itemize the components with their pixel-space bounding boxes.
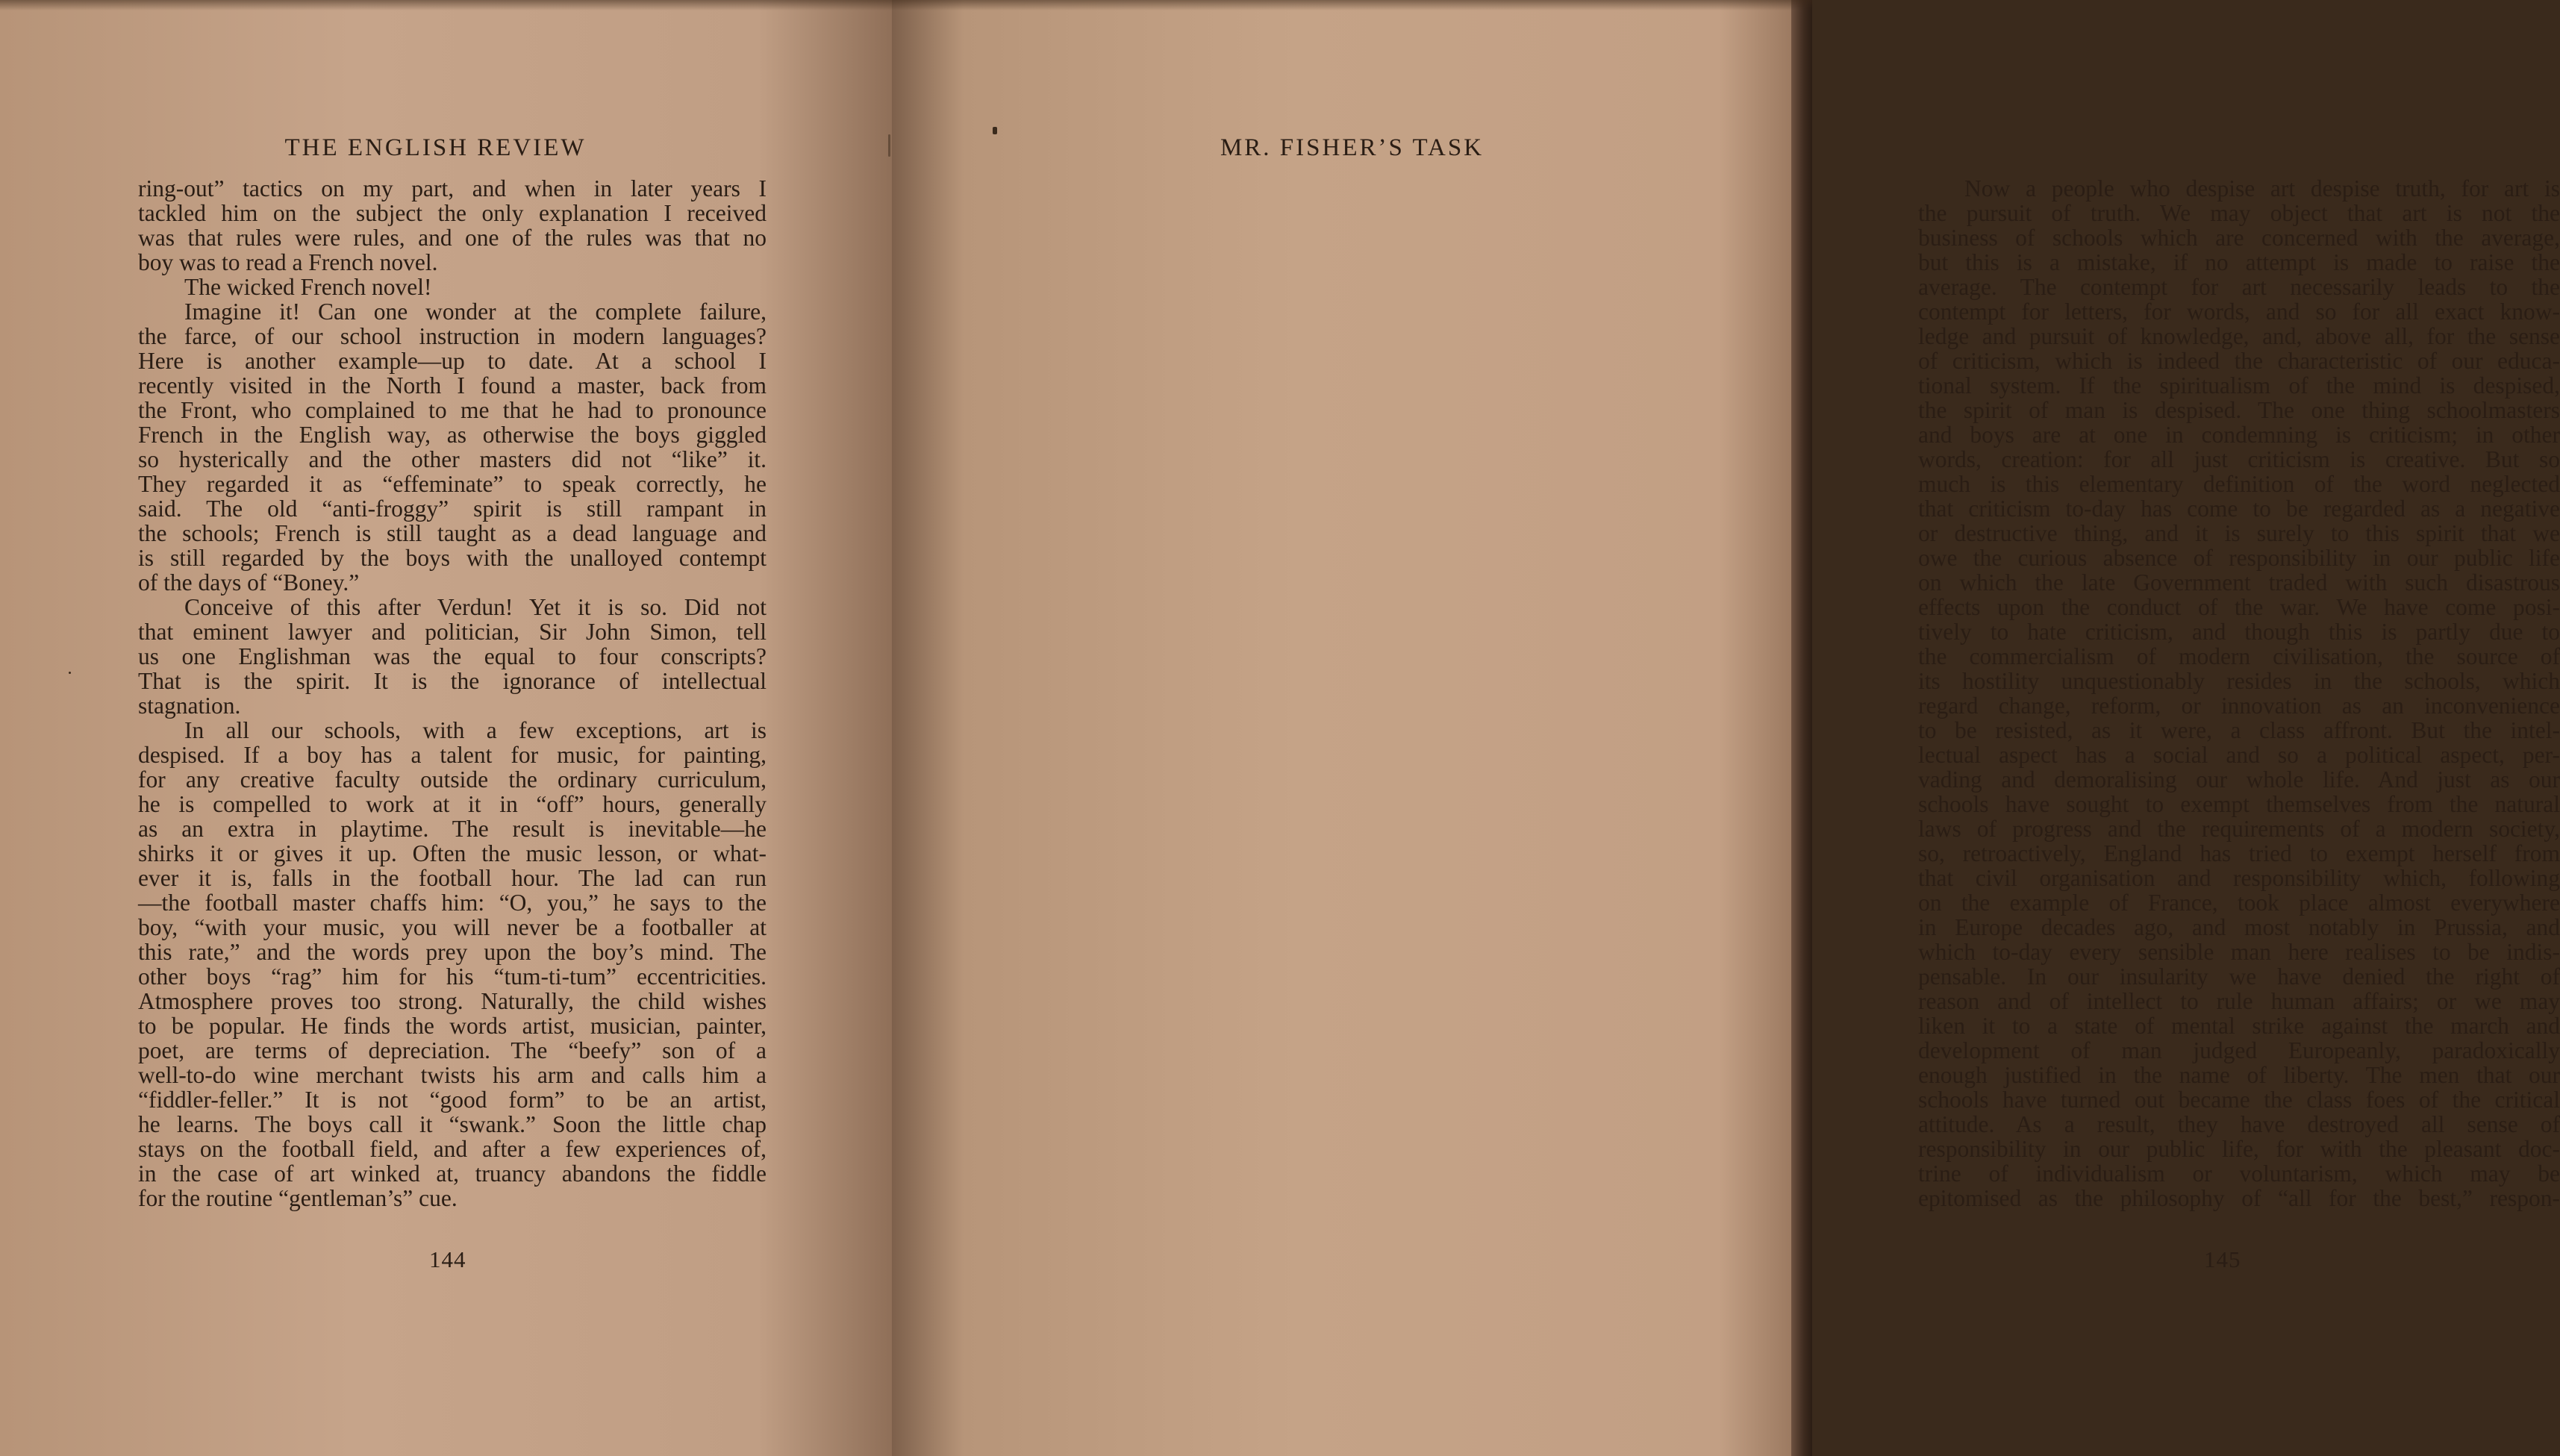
text-line: is still regarded by the boys with the unalloyed contempt [138,545,767,571]
text-line: vading and demoralising our whole life. And just as our [1918,766,2560,793]
text-line: so hysterically and the other masters did not “like” it. [138,446,767,472]
text-line: said. The old “anti-froggy” spirit is still rampant in [138,496,767,522]
text-line: that criticism to-day has come to be regarded as a negative [1918,496,2560,522]
top-edge-shadow [0,0,1812,10]
text-line: the pursuit of truth. We may object that art is not the [1918,200,2560,226]
text-line: well-to-do wine merchant twists his arm and calls him a [138,1062,767,1088]
text-line: or destructive thing, and it is surely to this spirit that we [1918,520,2560,546]
text-line: recently visited in the North I found a master, back from [138,372,767,399]
page-number-left: 144 [429,1246,466,1272]
text-line: In all our schools, with a few exceptions, art is [184,717,767,743]
text-line: so, retroactively, England has tried to exempt herself from [1918,840,2560,866]
text-line: enough justified in the name of liberty. The men that our [1918,1062,2560,1088]
text-line: words, creation: for all just criticism is creative. But so [1918,446,2560,472]
text-line: ring-out” tactics on my part, and when in later years I [138,175,767,201]
text-line: the farce, of our school instruction in modern languages? [138,323,767,349]
text-line: The wicked French novel! [184,274,432,300]
text-line: tackled him on the subject the only explanation I received [138,200,767,226]
page-edge-shadow [1791,0,1812,1456]
left-page [0,0,892,1456]
text-line: shirks it or gives it up. Often the music lesson, or what- [138,840,767,866]
text-line: and boys are at one in condemning is criticism; in other [1918,422,2560,448]
text-line: tively to hate criticism, and though this is partly due to [1918,619,2560,645]
text-line: for any creative faculty outside the ordinary curriculum, [138,766,767,793]
text-line: the spirit of man is despised. The one thing schoolmasters [1918,397,2560,423]
text-line: owe the curious absence of responsibility in our public life [1918,545,2560,571]
gutter-mark [888,134,890,157]
text-line: average. The contempt for art necessarily leads to the [1918,274,2560,300]
right-page-text [1918,176,2560,1210]
text-line: in Europe decades ago, and most notably in Prussia, and [1918,914,2560,940]
text-line: contempt for letters, for words, and so for all exact know- [1918,299,2560,325]
left-page-text [138,176,767,1210]
text-line: the Front, who complained to me that he had to pronounce [138,397,767,423]
text-line: business of schools which are concerned with the average, [1918,225,2560,251]
text-line: schools have sought to exempt themselves from the natural [1918,791,2560,817]
page-number-right: 145 [2204,1246,2241,1272]
paper-fleck [993,127,997,134]
text-line: stays on the football field, and after a few experiences of, [138,1136,767,1162]
text-line: development of man judged Europeanly, paradoxically [1918,1037,2560,1063]
text-line: stagnation. [138,693,241,719]
text-line: Imagine it! Can one wonder at the complete failure, [184,299,767,325]
right-page [892,0,2560,1456]
text-line: that civil organisation and responsibility which, following [1918,865,2560,891]
text-line: to be popular. He finds the words artist, musician, painter, [138,1013,767,1039]
text-line: Atmosphere proves too strong. Naturally, the child wishes [138,988,767,1014]
text-line: boy, “with your music, you will never be a footballer at [138,914,767,940]
text-line: the schools; French is still taught as a dead language and [138,520,767,546]
text-line: schools have turned out became the class foes of the critical [1918,1087,2560,1113]
text-line: lectual aspect has a social and so a political aspect, per- [1918,742,2560,768]
text-line: this rate,” and the words prey upon the boy’s mind. The [138,939,767,965]
text-line: That is the spirit. It is the ignorance of intellectual [138,668,767,694]
text-line: us one Englishman was the equal to four conscripts? [138,643,767,669]
text-line: that eminent lawyer and politician, Sir John Simon, tell [138,619,767,645]
text-line: to be resisted, as it were, a class affront. But the intel- [1918,717,2560,743]
text-line: of the days of “Boney.” [138,569,360,596]
text-line: as an extra in playtime. The result is inevitable—he [138,816,767,842]
text-line: other boys “rag” him for his “tum-ti-tum” eccentricities. [138,963,767,990]
text-line: he is compelled to work at it in “off” hours, generally [138,791,767,817]
running-head-left: THE ENGLISH REVIEW [284,134,587,161]
text-line: reason and of intellect to rule human affairs; or we may [1918,988,2560,1014]
text-line: on which the late Government traded with such disastrous [1918,569,2560,596]
text-line: trine of individualism or voluntarism, which may be [1918,1160,2560,1187]
text-line: epitomised as the philosophy of “all for the best,” respon- [1918,1185,2560,1211]
text-line: liken it to a state of mental strike against the march and [1918,1013,2560,1039]
text-line: on the example of France, took place almost everywhere [1918,890,2560,916]
text-line: Here is another example—up to date. At a school I [138,348,767,374]
text-line: Now a people who despise art despise truth, for art is [1964,175,2560,201]
text-line: —the football master chaffs him: “O, you,” he says to the [138,890,767,916]
text-line: They regarded it as “effeminate” to speak correctly, he [138,471,767,497]
text-line: of criticism, which is indeed the characteristic of our educa- [1918,348,2560,374]
text-line: he learns. The boys call it “swank.” Soon the little chap [138,1111,767,1137]
text-line: poet, are terms of depreciation. The “beefy” son of a [138,1037,767,1063]
text-line: despised. If a boy has a talent for music, for painting, [138,742,767,768]
text-line: “fiddler-feller.” It is not “good form” to be an artist, [138,1087,767,1113]
text-line: ever it is, falls in the football hour. The lad can run [138,865,767,891]
text-line: Conceive of this after Verdun! Yet it is so. Did not [184,594,767,620]
text-line: but this is a mistake, if no attempt is made to raise the [1918,249,2560,275]
text-line: its hostility unquestionably resides in the schools, which [1918,668,2560,694]
text-line: attitude. As a result, they have destroyed all sense of [1918,1111,2560,1137]
text-line: the commercialism of modern civilisation, the source of [1918,643,2560,669]
text-line: for the routine “gentleman’s” cue. [138,1185,458,1211]
text-line: tional system. If the spiritualism of the mind is despised, [1918,372,2560,399]
text-line: regard change, reform, or innovation as an inconvenience [1918,693,2560,719]
text-line: responsibility in our public life, for with the pleasant doc- [1918,1136,2560,1162]
text-line: laws of progress and the requirements of a modern society, [1918,816,2560,842]
paper-fleck [69,672,71,674]
text-line: in the case of art winked at, truancy abandons the fiddle [138,1160,767,1187]
text-line: which to-day every sensible man here realises to be indis- [1918,939,2560,965]
text-line: was that rules were rules, and one of the rules was that no [138,225,767,251]
text-line: French in the English way, as otherwise the boys giggled [138,422,767,448]
text-line: much is this elementary definition of the word neglected [1918,471,2560,497]
text-line: pensable. In our insularity we have denied the right of [1918,963,2560,990]
running-head-right: MR. FISHER’S TASK [1220,134,1485,161]
text-line: boy was to read a French novel. [138,249,438,275]
text-line: effects upon the conduct of the war. We have come posi- [1918,594,2560,620]
text-line: ledge and pursuit of knowledge, and, above all, for the sense [1918,323,2560,349]
